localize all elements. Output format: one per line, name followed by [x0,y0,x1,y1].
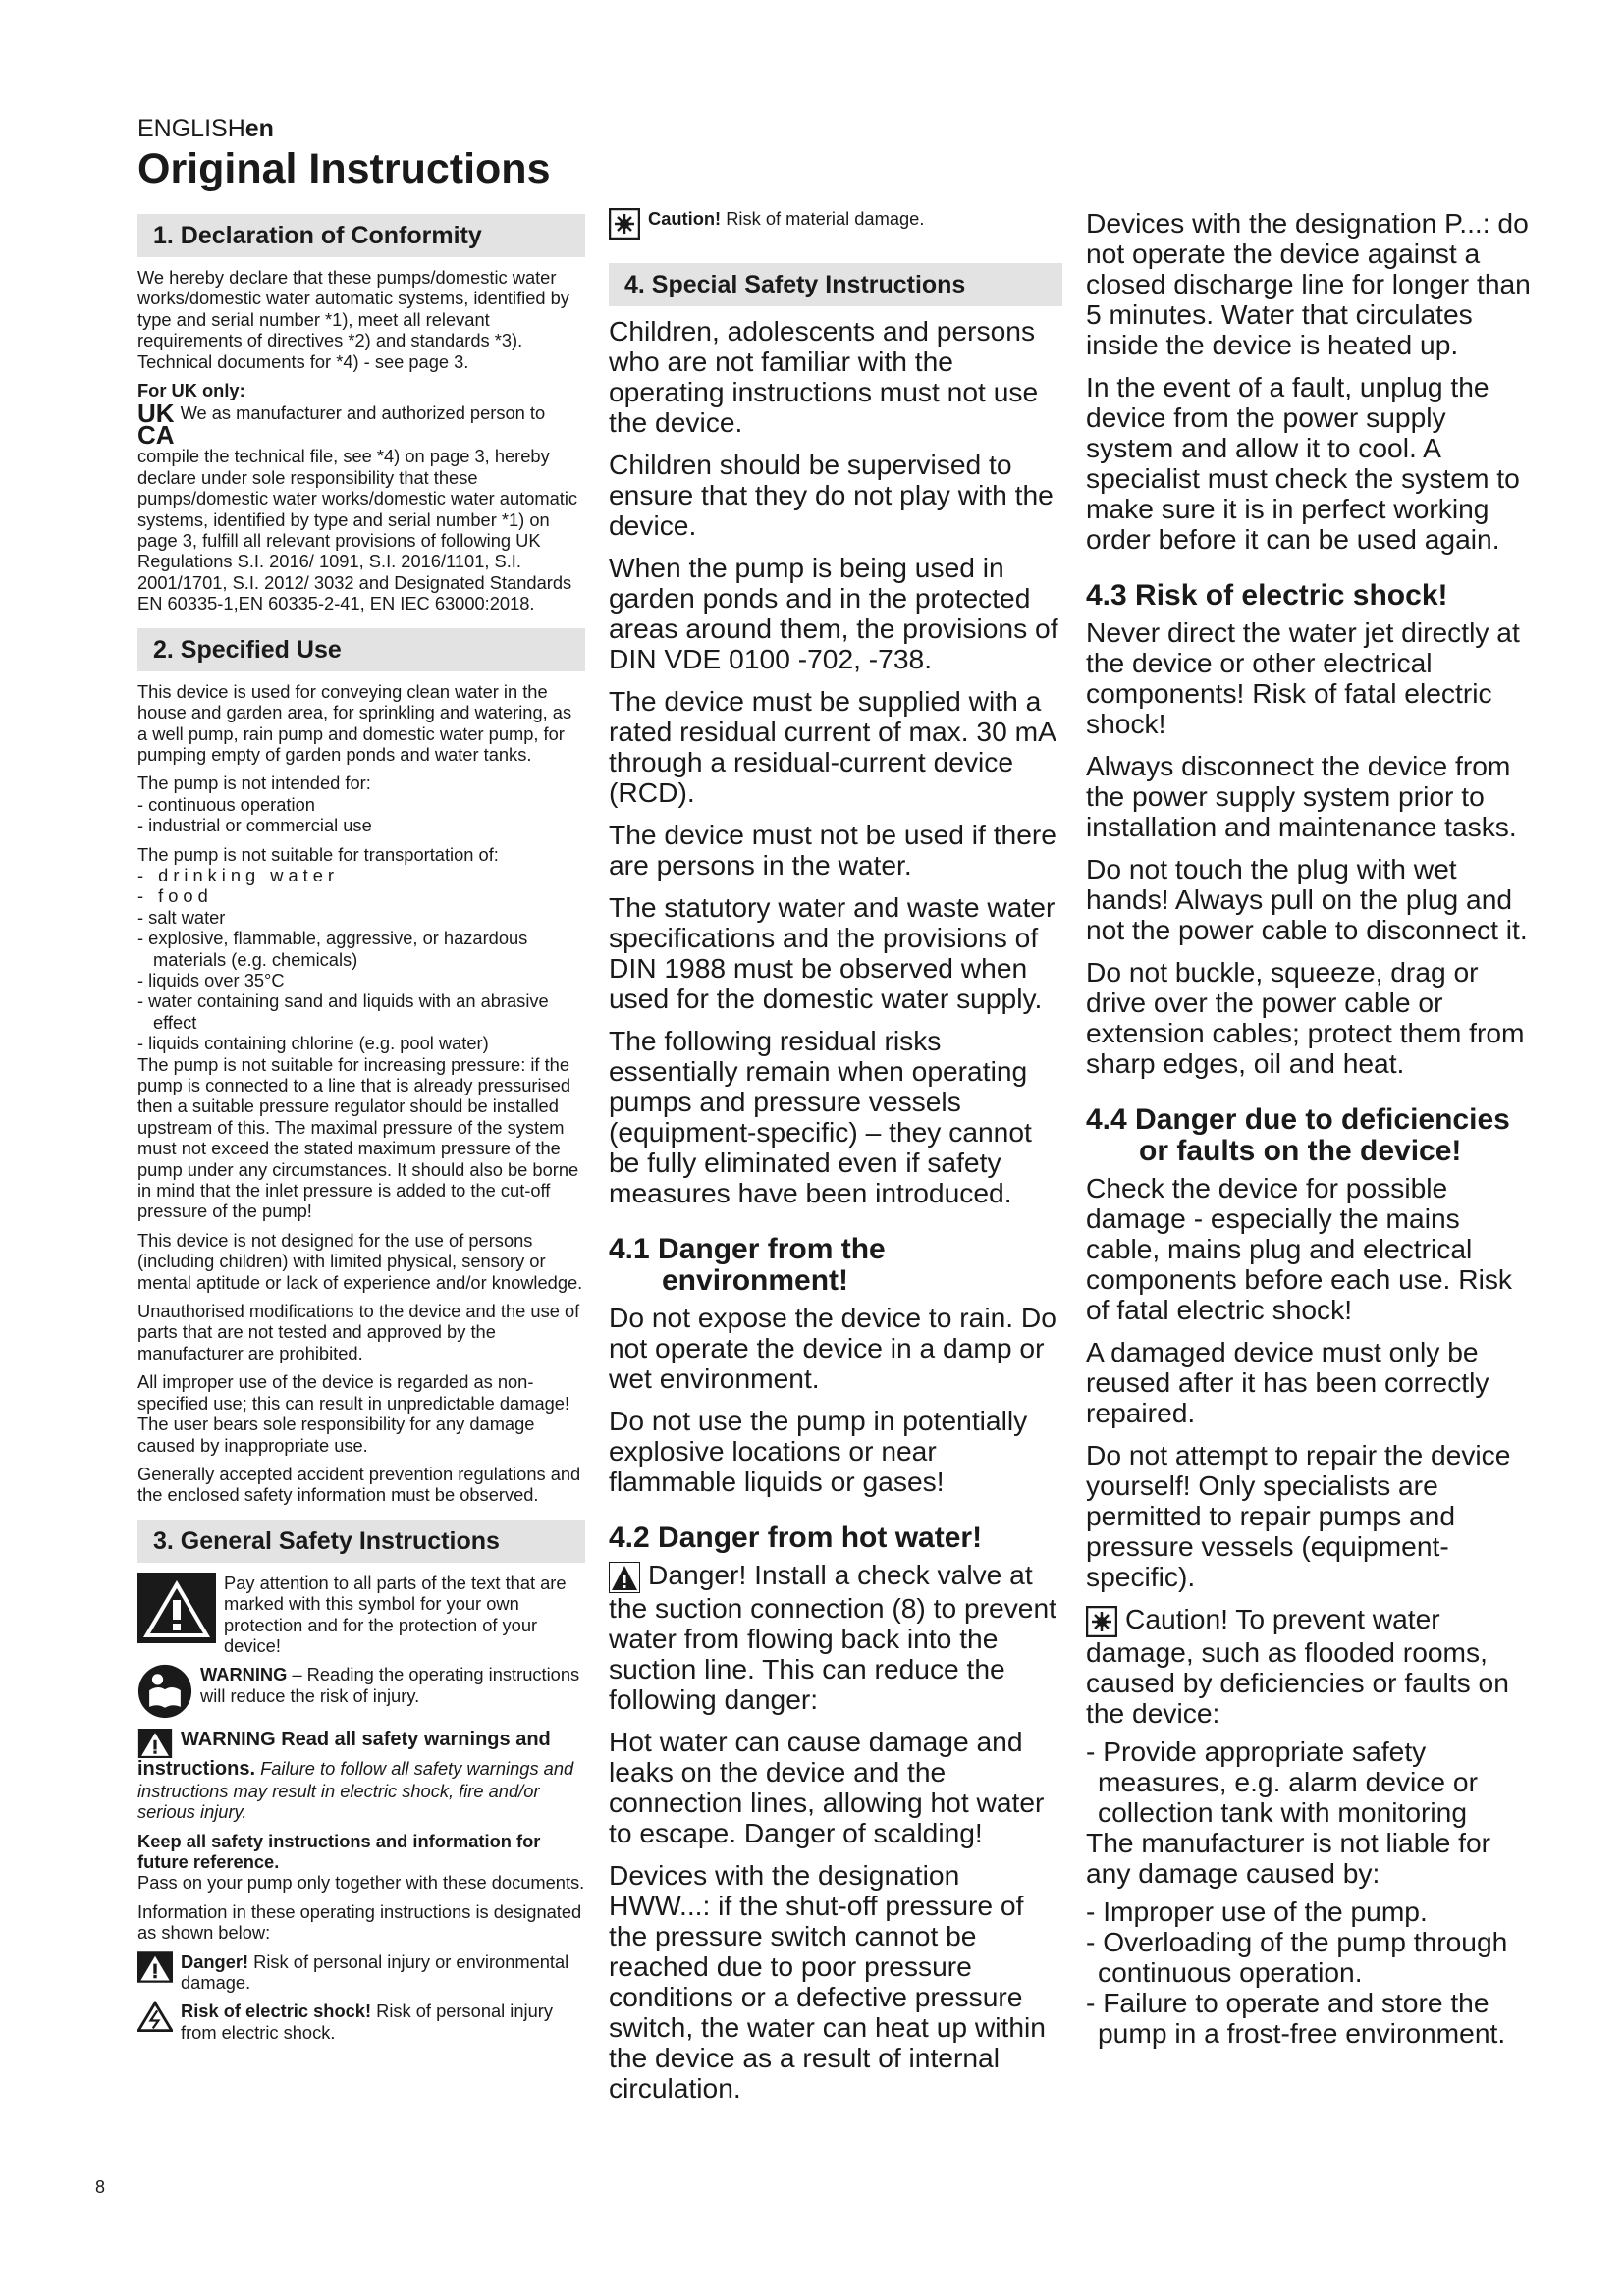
list-item: - Provide appropriate safety measures, e.g. alarm device or collection tank with monitoring [1086,1735,1478,1828]
list-item: - Overloading of the pump through continuous operation. [1086,1926,1508,1988]
environment-text-explosive: Do not use the pump in potentially explosive locations or near flammable liquids or gases! [609,1405,1028,1497]
shock-text-power-cable: Do not buckle, squeeze, drag or drive over the power cable or extension cables; protect them from sharp edges, oil and heat. [1086,956,1525,1079]
section-heading-specified-use: 2. Specified Use [137,628,585,671]
danger-legend-text: Danger! Risk of personal injury or environmental damage. [181,1950,569,1993]
liability-text: The manufacturer is not liable for any damage caused by: [1086,1827,1491,1889]
section-heading-general-safety: 3. General Safety Instructions [137,1520,585,1563]
list-item: - industrial or commercial use [137,815,372,836]
designation-info-text: Information in these operating instructions is designated as shown below: [137,1900,582,1944]
improper-use-text: All improper use of the device is regarded as non-specified use; this can result in unpredictable damage! The user bears sole responsibility for any damage caused by inappropriate use. [137,1371,570,1456]
read-manual-icon [137,1664,192,1719]
safety-text-garden-ponds: When the pump is being used in garden ponds and in the protected areas around them, the provisions of DIN VDE 0100 -702, -738. [609,552,1058,674]
subsection-heading-electric-shock: 4.3 Risk of electric shock! [1086,579,1448,612]
hot-water-text-hww: Devices with the designation HWW...: if the shut-off pressure of the pressure switch cannot be reached due to poor pressure conditions or a defective pressure switch, the water can heat up within the device as a result of internal circulation. [609,1859,1046,2104]
warning-triangle-icon [137,1573,216,1643]
ukca-mark-icon: UK CA [137,399,175,451]
modifications-text: Unauthorised modifications to the device and the use of parts that are not tested and approved by the manufacturer are prohibited. [137,1301,580,1363]
electric-shock-icon [137,2001,173,2032]
attention-notice [137,1573,585,1657]
not-intended-list [137,794,585,836]
attention-text: Pay attention to all parts of the text that are marked with this symbol for your own protection and for the protection of your device! [224,1572,567,1656]
list-item: - continuous operation [137,793,315,815]
column-3 [1086,208,1538,2056]
caution-icon [609,208,640,240]
precaution-list [1086,1736,1538,1828]
deficiency-text-reuse: A damaged device must only be reused after it has been correctly repaired. [1086,1336,1489,1428]
list-item: - drinking water [137,864,339,885]
page-number: 8 [95,2177,106,2197]
list-item: - Failure to operate and store the pump in a frost-free environment. [1086,1987,1506,2049]
shock-text-wet-hands: Do not touch the plug with wet hands! Always pull on the plug and not the power cable to disconnect it. [1086,853,1528,945]
not-suitable-list [137,865,585,1054]
list-item: - Improper use of the pump. [1086,1896,1428,1927]
safety-text-supervision: Children should be supervised to ensure that they do not play with the device. [609,449,1054,541]
page-title: Original Instructions [137,145,551,192]
warning-read-manual [137,1664,585,1719]
hot-water-text-check-valve: Danger! Install a check valve at the suction connection (8) to prevent water from flowing back into the suction line. This can reduce the following danger: [609,1559,1056,1715]
section-heading-special-safety: 4. Special Safety Instructions [609,263,1062,306]
warning-triangle-icon [137,1729,173,1758]
safety-text-din1988: The statutory water and waste water specifications and the provisions of DIN 1988 must be observed when used for the domestic water supply. [609,891,1056,1014]
warning-all-safety-text: WARNING Read all safety warnings and instructions. Failure to follow all safety warnings and instructions may result in electric shock, fire and/or serious injury. [137,1729,574,1823]
subsection-heading-hot-water: 4.2 Danger from hot water! [609,1522,983,1554]
column-2 [609,208,1062,2115]
language-label: ENGLISHen [137,115,274,142]
caution-icon [1086,1606,1117,1637]
safety-text-rcd: The device must be supplied with a rated residual current of max. 30 mA through a residual-current device (RCD). [609,685,1056,808]
not-intended-label: The pump is not intended for: [137,773,371,794]
danger-legend [137,1951,585,1994]
list-item: - food [137,885,213,907]
declaration-text: We hereby declare that these pumps/domestic water works/domestic water automatic systems, identified by type and serial number *1), meet all relevant requirements of directives *2) and standards *3). Technical documents for *4) - see page 3. [137,267,569,372]
safety-text-residual-risks: The following residual risks essentially remain when operating pumps and pressure vessels (equipment-specific) – they cannot be fully eliminated even if safety measures have been introduced. [609,1025,1032,1208]
safety-text-persons-in-water: The device must not be used if there are persons in the water. [609,819,1056,881]
deficiency-text-caution: Caution! To prevent water damage, such as flooded rooms, caused by deficiencies or faults on the device: [1086,1603,1509,1729]
caution-legend [609,208,1062,240]
text-p-devices: Devices with the designation P...: do not operate the device against a closed discharge line for longer than 5 minutes. Water that circulates inside the device is heated up. [1086,207,1531,360]
list-item: - water containing sand and liquids with an abrasive effect [137,990,549,1033]
keep-instructions-text: Keep all safety instructions and information for future reference. Pass on your pump only together with these documents. [137,1830,585,1894]
list-item: - liquids over 35°C [137,969,285,990]
hot-water-text-leaks: Hot water can cause damage and leaks on the device and the connection lines, allowing hot water to escape. Danger of scalding! [609,1726,1045,1848]
safety-text-children-use: Children, adolescents and persons who are not familiar with the operating instructions must not use the device. [609,315,1039,438]
persons-text: This device is not designed for the use of persons (including children) with limited physical, sensory or mental aptitude or lack of experience and/or knowledge. [137,1229,583,1293]
danger-icon [609,1562,640,1593]
not-suitable-label: The pump is not suitable for transportation of: [137,843,499,865]
specified-use-text: This device is used for conveying clean water in the house and garden area, for sprinkling and watering, as a well pump, rain pump and domestic water pump, for pumping empty of garden ponds and water tanks. [137,680,572,765]
liability-list [1086,1896,1538,2049]
electric-shock-legend-text: Risk of electric shock! Risk of personal injury from electric shock. [181,2001,553,2043]
section-heading-declaration: 1. Declaration of Conformity [137,214,585,257]
deficiency-text-check: Check the device for possible damage - especially the mains cable, mains plug and electrical components before each use. Risk of fatal electric shock! [1086,1172,1513,1325]
environment-text-rain: Do not expose the device to rain. Do not operate the device in a damp or wet environment. [609,1302,1056,1394]
electric-shock-legend [137,2001,585,2043]
uk-declaration-text: UK CA We as manufacturer and authorized person to compile the technical file, see *4) on page 3, hereby declare under sole responsibility that these pumps/domestic water works/domestic water automatic systems, identified by type and serial number *1) on page 3, fulfill all relevant provisions of following UK Regulations S.I. 2016/ 1091, S.I. 2016/1101, S.I. 2001/1701, S.I. 2012/ 3032 and Designated Standards EN 60335-1,EN 60335-2-41, EN IEC 63000:2018. [137,399,578,614]
regulations-text: Generally accepted accident prevention regulations and the enclosed safety information must be observed. [137,1463,581,1506]
pressure-text: The pump is not suitable for increasing pressure: if the pump is connected to a line that is already pressurised then a suitable pressure regulator should be installed upstream of this. The maximal pressure of the system must not exceed the stated maximum pressure of the pump under any circumstances. It should also be borne in mind that the inlet pressure is added to the cut-off pressure of the pump! [137,1053,579,1222]
list-item: - salt water [137,906,226,928]
text-fault-unplug: In the event of a fault, unplug the device from the power supply system and allow it to cool. A specialist must check the system to make sure it is in perfect working order before it can be used again. [1086,371,1520,555]
subsection-heading-deficiencies: 4.4 Danger due to deficiencies or faults on the device! [1086,1103,1510,1167]
list-item: - explosive, flammable, aggressive, or hazardous materials (e.g. chemicals) [137,928,528,970]
deficiency-text-repair: Do not attempt to repair the device yourself! Only specialists are permitted to repair pumps and pressure vessels (equipment-specific). [1086,1439,1511,1592]
shock-text-disconnect: Always disconnect the device from the power supply system prior to installation and maintenance tasks. [1086,750,1517,842]
shock-text-water-jet: Never direct the water jet directly at the device or other electrical components! Risk of fatal electric shock! [1086,616,1520,739]
uk-only-label: For UK only: [137,380,245,401]
column-1 [137,214,585,2051]
danger-icon [137,1951,173,1983]
subsection-heading-environment: 4.1 Danger from the environment! [609,1233,886,1297]
caution-legend-text: Caution! Risk of material damage. [648,208,925,229]
warning-read-text: WARNING – Reading the operating instructions will reduce the risk of injury. [200,1664,580,1706]
list-item: - liquids containing chlorine (e.g. pool water) [137,1033,489,1054]
